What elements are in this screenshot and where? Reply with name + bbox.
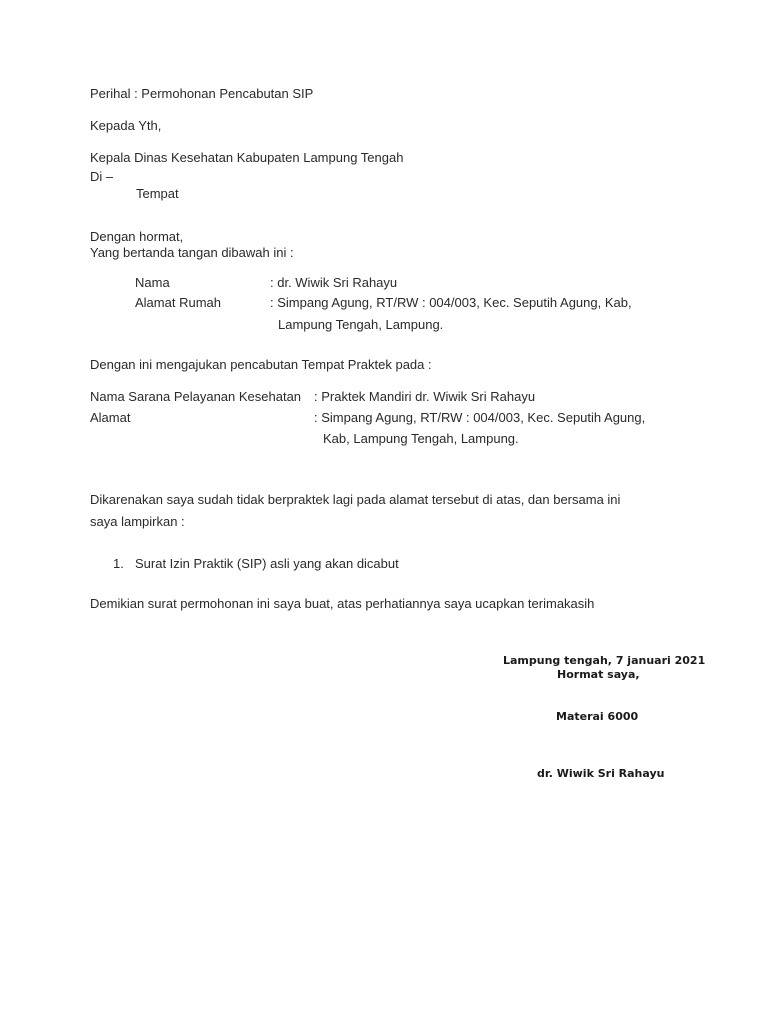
place-date: Lampung tengah, 7 januari 2021 — [503, 654, 706, 667]
facility-name-label: Nama Sarana Pelayanan Kesehatan — [90, 389, 302, 404]
name-value: : dr. Wiwik Sri Rahayu — [270, 275, 398, 290]
recipient-line: Kepala Dinas Kesehatan Kabupaten Lampung Tengah — [90, 150, 404, 165]
respectfully: Hormat saya, — [557, 668, 640, 681]
home-address-value-line-2: Lampung Tengah, Lampung. — [278, 317, 444, 332]
signatory-name: dr. Wiwik Sri Rahayu — [537, 767, 665, 780]
attachment-number: 1. — [113, 556, 124, 571]
recipient-location: Tempat — [136, 186, 179, 201]
closing-line: Demikian surat permohonan ini saya buat, atas perhatiannya saya ucapkan terimakasih — [90, 596, 595, 611]
reason-line-1: Dikarenakan saya sudah tidak berpraktek lagi pada alamat tersebut di atas, dan bersama ini — [90, 492, 621, 507]
intro-line: Yang bertanda tangan dibawah ini : — [90, 245, 294, 260]
salutation-to: Kepada Yth, — [90, 118, 162, 133]
name-label: Nama — [135, 275, 170, 290]
greeting: Dengan hormat, — [90, 229, 184, 244]
request-line: Dengan ini mengajukan pencabutan Tempat Praktek pada : — [90, 357, 432, 372]
reason-line-2: saya lampirkan : — [90, 514, 185, 529]
subject-line: Perihal : Permohonan Pencabutan SIP — [90, 86, 314, 101]
attachment-item: Surat Izin Praktik (SIP) asli yang akan dicabut — [135, 556, 399, 571]
home-address-value-line-1: : Simpang Agung, RT/RW : 004/003, Kec. Seputih Agung, Kab, — [270, 295, 632, 310]
facility-address-value-line-1: : Simpang Agung, RT/RW : 004/003, Kec. Seputih Agung, — [314, 410, 646, 425]
facility-name-value: : Praktek Mandiri dr. Wiwik Sri Rahayu — [314, 389, 536, 404]
stamp-duty-placeholder: Materai 6000 — [556, 710, 639, 723]
home-address-label: Alamat Rumah — [135, 295, 221, 310]
recipient-location-prefix: Di – — [90, 169, 114, 184]
facility-address-value-line-2: Kab, Lampung Tengah, Lampung. — [323, 431, 519, 446]
facility-address-label: Alamat — [90, 410, 131, 425]
